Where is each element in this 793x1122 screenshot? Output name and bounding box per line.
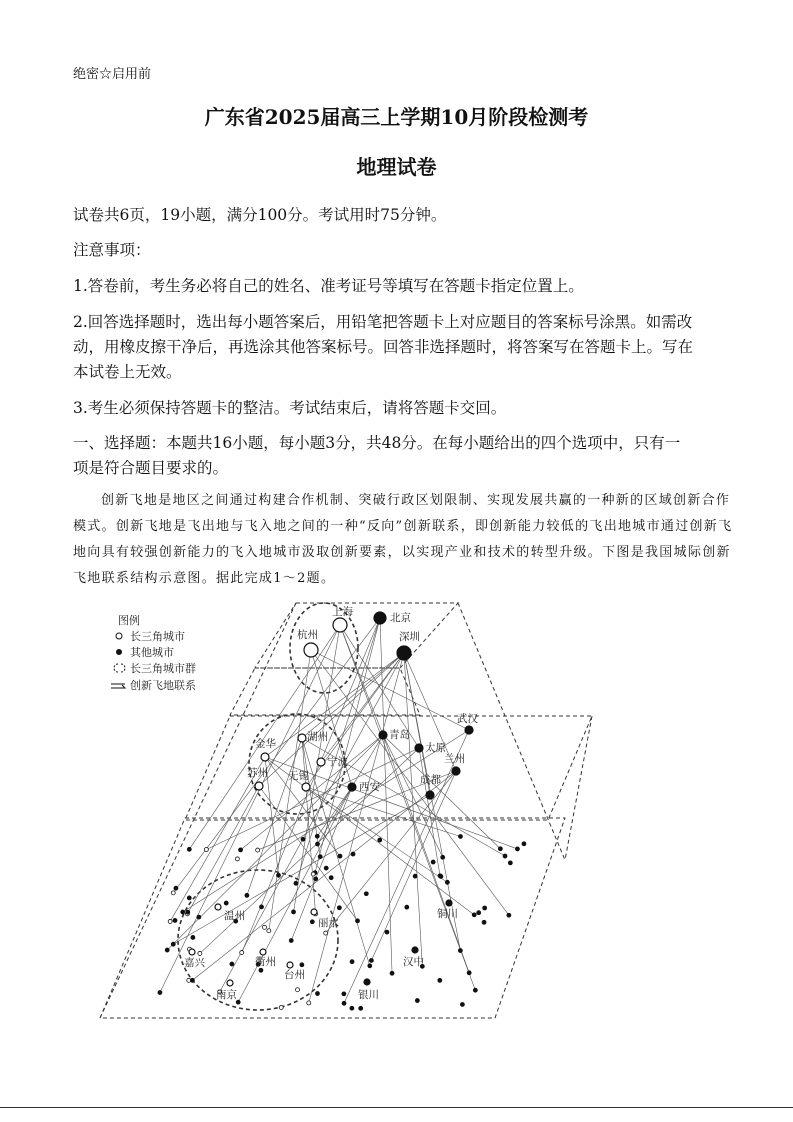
other-city-dot (314, 877, 318, 881)
other-city-dot (378, 838, 382, 842)
city-label-jinhua: 金华 (255, 738, 276, 750)
legend-item: 长三角城市群 (130, 662, 196, 675)
other-city-dot (318, 855, 322, 859)
frame-edge (565, 716, 592, 860)
city-label-shenzhen: 深圳 (399, 631, 420, 643)
city-label-tongchuan: 铜川 (437, 908, 458, 920)
other-city-dot (415, 999, 419, 1003)
city-marker-ningbo (317, 758, 325, 766)
other-city-dot (329, 876, 333, 880)
other-city-dot (338, 854, 342, 858)
section-heading-cont: 项是符合题目要求的。 (73, 459, 229, 477)
city-label-wuhan: 武汉 (457, 713, 478, 725)
city-label-hanzhong: 汉中 (403, 956, 424, 968)
city-marker-taizhou (287, 962, 293, 968)
frame-edge (458, 603, 565, 860)
other-city-dot (315, 842, 319, 846)
other-city-dot (324, 866, 328, 870)
city-marker-suzhou (255, 782, 263, 790)
other-city-dot (310, 920, 314, 924)
enclave-link (247, 738, 302, 895)
city-label-ningbo: 宁波 (327, 756, 348, 768)
other-city-dot (438, 978, 442, 982)
other-city-dot (190, 978, 194, 982)
city-marker-tongchuan (446, 900, 452, 906)
other-city-dot (350, 960, 354, 964)
city-marker-jiaxing (189, 949, 195, 955)
other-city-dot (351, 852, 355, 856)
note-3: 3.考生必须保持答题卡的整洁。考试结束后，请将答题卡交回。 (73, 399, 507, 417)
other-city-dot (276, 873, 280, 877)
other-city-dot (342, 1001, 346, 1005)
city-label-xian: 西安 (359, 781, 380, 793)
city-marker-beijing (374, 612, 386, 624)
yrd-city-dot (204, 848, 208, 852)
city-label-huzhou: 湖州 (307, 731, 328, 743)
other-city-dot (239, 848, 243, 852)
other-city-dot (289, 939, 293, 943)
city-marker-hangzhou (304, 643, 318, 657)
enclave-link (200, 748, 419, 953)
other-city-dot (260, 905, 264, 909)
city-label-taizhou: 台州 (284, 969, 305, 981)
enclave-link (419, 748, 440, 876)
city-label-wuxi: 无锡 (288, 770, 309, 782)
city-marker-xian (348, 783, 356, 791)
legend-title: 图例 (118, 614, 140, 627)
city-marker-taiyuan (415, 744, 423, 752)
other-city-dot (350, 1006, 354, 1010)
other-city-dot (441, 855, 445, 859)
city-marker-hanzhong (412, 947, 418, 953)
enclave-link (183, 730, 469, 912)
legend-item: 其他城市 (130, 646, 174, 659)
other-city-dot (245, 893, 249, 897)
city-label-taiyuan: 太原 (425, 742, 446, 754)
other-city-dot (460, 1002, 464, 1006)
yrd-city-dot (198, 951, 202, 955)
city-marker-wuhan (465, 726, 473, 734)
legend-item: 长三角城市 (130, 630, 185, 643)
city-marker-lanzhou (452, 767, 460, 775)
other-city-dot (294, 881, 298, 885)
other-city-dot (187, 847, 191, 851)
other-city-dot (158, 991, 162, 995)
yrd-city-dot (267, 929, 271, 933)
city-marker-lishui (311, 909, 317, 915)
city-label-jiaxing: 嘉兴 (184, 957, 205, 969)
city-marker-wuxi (302, 783, 310, 791)
city-label-lanzhou: 兰州 (444, 753, 465, 765)
other-city-dot (292, 910, 296, 914)
other-city-dot (224, 901, 228, 905)
other-city-dot (359, 1006, 363, 1010)
other-city-dot (369, 958, 373, 962)
city-marker-shenzhen (397, 646, 411, 660)
other-city-dot (165, 948, 169, 952)
city-label-chengdu: 成都 (420, 774, 441, 786)
other-city-dot (458, 949, 462, 953)
city-label-qingdao: 青岛 (389, 729, 410, 741)
enclave-link (220, 653, 404, 992)
city-label-beijing: 北京 (390, 612, 411, 624)
yrd-city-dot (296, 988, 300, 992)
city-marker-jinhua (261, 753, 269, 761)
other-city-dot (445, 880, 449, 884)
other-city-dot (315, 834, 319, 838)
other-city-dot (191, 935, 195, 939)
other-city-dot (467, 971, 471, 975)
other-city-dot (315, 992, 319, 996)
other-city-dot (498, 847, 502, 851)
other-city-dot (300, 963, 304, 967)
other-city-dot (508, 861, 512, 865)
other-city-dot (438, 874, 442, 878)
yrd-city-dot (279, 1005, 283, 1009)
other-city-dot (390, 971, 394, 975)
other-city-dot (171, 942, 175, 946)
legend-cluster-icon (114, 664, 125, 672)
other-city-dot (458, 834, 462, 838)
other-city-dot (301, 837, 305, 841)
other-city-dot (385, 930, 389, 934)
city-label-shanghai: 上海 (332, 606, 353, 618)
section-heading: 一、选择题：本题共16小题，每小题3分，共48分。在每小题给出的四个选项中，只有一 (73, 434, 681, 452)
city-label-yinchuan: 银川 (358, 989, 379, 1001)
yrd-city-dot (171, 891, 175, 895)
city-marker-yinchuan (364, 979, 370, 985)
other-city-dot (405, 905, 409, 909)
legend-item: 创新飞地联系 (130, 679, 196, 692)
exam-title: 广东省2025届高三上学期10月阶段检测考 (204, 105, 589, 129)
other-city-dot (259, 968, 263, 972)
city-label-hangzhou: 杭州 (297, 629, 318, 641)
enclave-link (173, 618, 380, 893)
legend-link-arrow-icon (111, 684, 125, 688)
city-label-quzhou: 衢州 (255, 956, 276, 968)
enclave-link (302, 653, 404, 738)
other-city-dot (473, 988, 477, 992)
yrd-city-dot (235, 857, 239, 861)
legend-yrd-city-icon (116, 633, 122, 639)
other-city-dot (186, 910, 190, 914)
other-city-dot (187, 896, 191, 900)
page-bottom-rule (0, 1107, 793, 1108)
other-city-dot (431, 860, 435, 864)
other-city-dot (173, 918, 177, 922)
other-city-dot (197, 915, 201, 919)
notes-heading: 注意事项： (73, 241, 151, 259)
other-city-dot (337, 906, 341, 910)
other-city-dot (503, 854, 507, 858)
other-city-dot (477, 911, 481, 915)
passage: 创新飞地是地区之间通过构建合作机制、突破行政区划限制、实现发展共赢的一种新的区域创新合作模式。创新飞地是飞出地与飞入地之间的一种“反向”创新联系，即创新能力较低的飞出地城市通过创新飞地向具有较强创新能力的飞入地城市汲取创新要素，以实现产业和技术的转型升级。下图是我国城际创新飞地联系结构示意图。据此完成1～2题。 (73, 493, 733, 586)
confidential-label: 绝密☆启用前 (73, 67, 152, 82)
yrd-city-dot (240, 951, 244, 955)
city-marker-chengdu (426, 791, 434, 799)
enclave-link (321, 653, 404, 762)
enclave-link (302, 738, 316, 914)
city-marker-wenzhou (215, 904, 221, 910)
other-city-dot (368, 964, 372, 968)
other-city-dot (507, 913, 511, 917)
other-city-dot (342, 992, 346, 996)
yrd-city-dot (307, 1001, 311, 1005)
enclave-link (340, 625, 383, 735)
other-city-dot (174, 886, 178, 890)
city-label-nanjing: 南京 (216, 989, 237, 1001)
legend-other-city-icon (116, 649, 122, 655)
other-city-dot (364, 892, 368, 896)
note-2-cont: 动，用橡皮擦干净后，再选涂其他答案标号。回答非选择题时，将答案写在答题卡上。写在 (73, 338, 694, 356)
yrd-city-dot (262, 925, 266, 929)
note-2-cont2: 本试卷上无效。 (73, 363, 182, 381)
yrd-city-dot (311, 872, 315, 876)
enclave-link (311, 650, 509, 915)
city-label-lishui: 丽水 (318, 917, 339, 929)
city-label-suzhou: 苏州 (247, 767, 268, 779)
city-label-wenzhou: 温州 (224, 910, 245, 922)
other-city-dot (483, 906, 487, 910)
note-1: 1.答卷前，考生务必将自己的姓名、准考证号等填写在答题卡指定位置上。 (73, 277, 584, 295)
city-marker-qingdao (379, 731, 387, 739)
other-city-dot (515, 847, 519, 851)
enclave-link (302, 738, 370, 966)
other-city-dot (482, 920, 486, 924)
yrd-city-dot (168, 919, 172, 923)
city-marker-huzhou (298, 734, 306, 742)
city-marker-nanjing (227, 980, 233, 986)
city-marker-quzhou (260, 949, 266, 955)
note-2: 2.回答选择题时，选出每小题答案后，用铅笔把答题卡上对应题目的答案标号涂黑。如需改 (73, 313, 693, 331)
other-city-dot (522, 842, 526, 846)
enclave-link (259, 786, 358, 921)
exam-info: 试卷共6页，19小题，满分100分。考试用时75分钟。 (73, 206, 447, 224)
other-city-dot (472, 913, 476, 917)
subject-title: 地理试卷 (356, 155, 437, 179)
yrd-city-dot (324, 931, 328, 935)
other-city-dot (181, 910, 185, 914)
city-marker-shanghai (333, 618, 347, 632)
enclave-link (173, 795, 430, 944)
other-city-dot (230, 962, 234, 966)
yrd-city-dot (256, 848, 260, 852)
other-city-dot (413, 874, 417, 878)
other-city-dot (356, 919, 360, 923)
